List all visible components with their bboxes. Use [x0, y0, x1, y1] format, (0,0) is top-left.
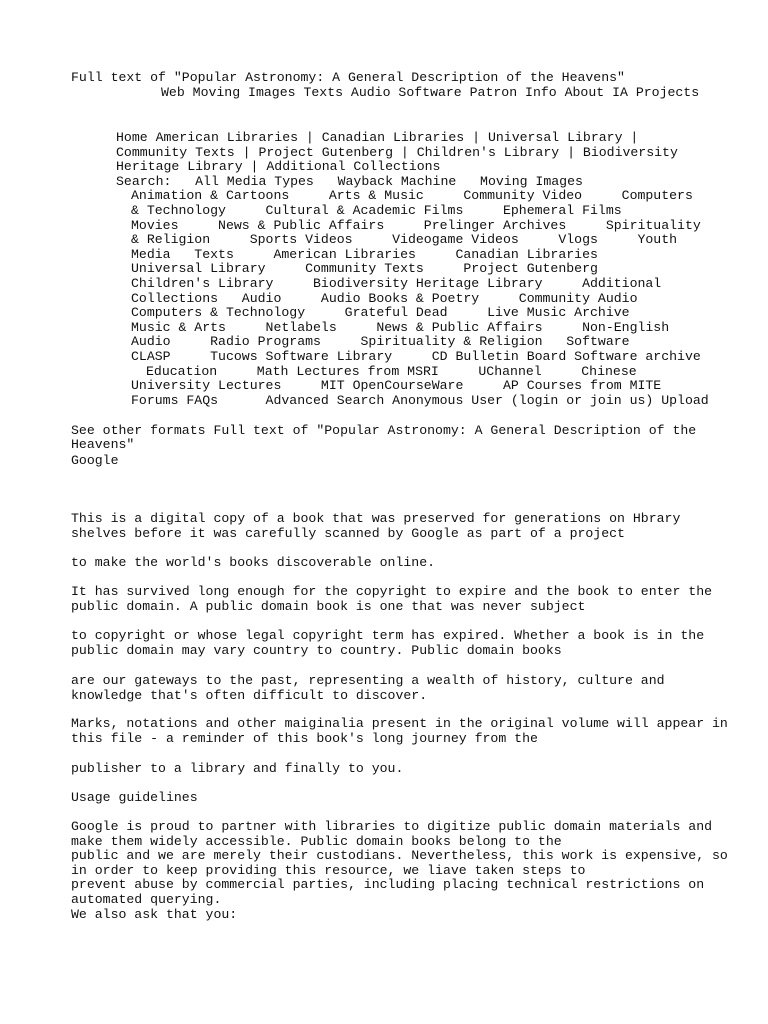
- search-line[interactable]: Search: All Media Types Wayback Machine Moving Images: [116, 174, 583, 189]
- paragraph-5-line-2: knowledge that's often difficult to discover.: [71, 687, 428, 703]
- other-formats-line-2: Heavens": [71, 437, 135, 452]
- paragraph-6-line-1: Marks, notations and other maiginalia present in the original volume will appear in: [71, 716, 728, 731]
- media-line-6[interactable]: Universal Library Community Texts Project Gutenberg: [131, 261, 598, 276]
- paragraph-4-line-1: to copyright or whose legal copyright term has expired. Whether a book is in the: [71, 628, 705, 643]
- paragraph-9-line-7: We also ask that you:: [71, 906, 238, 922]
- paragraph-1-line-2: shelves before it was carefully scanned by Google as part of a project: [71, 525, 625, 541]
- paragraph-6-line-2: this file - a reminder of this book's long journey from the: [71, 730, 538, 746]
- media-line-9[interactable]: Computers & Technology Grateful Dead Live Music Archive: [131, 305, 630, 320]
- media-line-11[interactable]: Audio Radio Programs Spirituality & Religion Software: [131, 334, 630, 349]
- paragraph-3-line-1: It has survived long enough for the copyright to expire and the book to enter the: [71, 584, 713, 599]
- collections-line-1[interactable]: Home American Libraries | Canadian Libraries | Universal Library |: [116, 130, 639, 145]
- media-line-12[interactable]: CLASP Tucows Software Library CD Bulletin Board Software archive: [131, 349, 701, 364]
- education-line[interactable]: Education Math Lectures from MSRI UChannel Chinese: [146, 364, 637, 379]
- media-line-5[interactable]: Media Texts American Libraries Canadian Libraries: [131, 247, 598, 262]
- paragraph-1-line-1: This is a digital copy of a book that was preserved for generations on Hbrary: [71, 511, 681, 526]
- paragraph-9-line-3: public and we are merely their custodians. Nevertheless, this work is expensive, so: [71, 848, 728, 864]
- paragraph-9-line-5: prevent abuse by commercial parties, including placing technical restrictions on: [71, 877, 705, 893]
- paragraph-9-line-2: make them widely accessible. Public domain books belong to the: [71, 833, 562, 849]
- collections-line-2[interactable]: Community Texts | Project Gutenberg | Children's Library | Biodiversity: [116, 145, 678, 160]
- paragraph-5-line-1: are our gateways to the past, representing a wealth of history, culture and: [71, 673, 665, 688]
- paragraph-2-line-1: to make the world's books discoverable online.: [71, 555, 436, 570]
- media-line-8[interactable]: Collections Audio Audio Books & Poetry Community Audio: [131, 291, 638, 306]
- media-line-4[interactable]: & Religion Sports Videos Videogame Videos Vlogs Youth: [131, 232, 678, 247]
- page-title: Full text of "Popular Astronomy: A General Description of the Heavens": [71, 70, 625, 85]
- paragraph-4-line-2: public domain may vary country to country. Public domain books: [71, 642, 562, 658]
- paragraph-9-line-6: automated querying.: [71, 892, 222, 907]
- lecture-line-1[interactable]: University Lectures MIT OpenCourseWare AP Courses from MITE: [131, 378, 662, 393]
- paragraph-7-line-1: publisher to a library and finally to you.: [71, 761, 404, 776]
- media-line-3[interactable]: Movies News & Public Affairs Prelinger Archives Spirituality: [131, 218, 701, 233]
- paragraph-9-line-1: Google is proud to partner with libraries to digitize public domain materials and: [71, 819, 713, 834]
- top-navigation[interactable]: Web Moving Images Texts Audio Software Patron Info About IA Projects: [161, 85, 700, 100]
- paragraph-3-line-2: public domain. A public domain book is one that was never subject: [71, 598, 586, 614]
- collections-line-3[interactable]: Heritage Library | Additional Collections: [116, 159, 441, 174]
- google-label: Google: [71, 453, 119, 468]
- media-line-10[interactable]: Music & Arts Netlabels News & Public Affairs Non-English: [131, 320, 670, 335]
- other-formats-line-1[interactable]: See other formats Full text of "Popular Astronomy: A General Description of the: [71, 423, 697, 438]
- media-line-1[interactable]: Animation & Cartoons Arts & Music Community Video Computers: [131, 188, 693, 203]
- paragraph-8-line-1: Usage guidelines: [71, 790, 198, 805]
- paragraph-9-line-4: in order to keep providing this resource, we liave taken steps to: [71, 862, 586, 878]
- media-line-7[interactable]: Children's Library Biodiversity Heritage Library Additional: [131, 276, 662, 291]
- media-line-2[interactable]: & Technology Cultural & Academic Films Ephemeral Films: [131, 203, 622, 218]
- lecture-line-2[interactable]: Forums FAQs Advanced Search Anonymous User (login or join us) Upload: [131, 393, 709, 408]
